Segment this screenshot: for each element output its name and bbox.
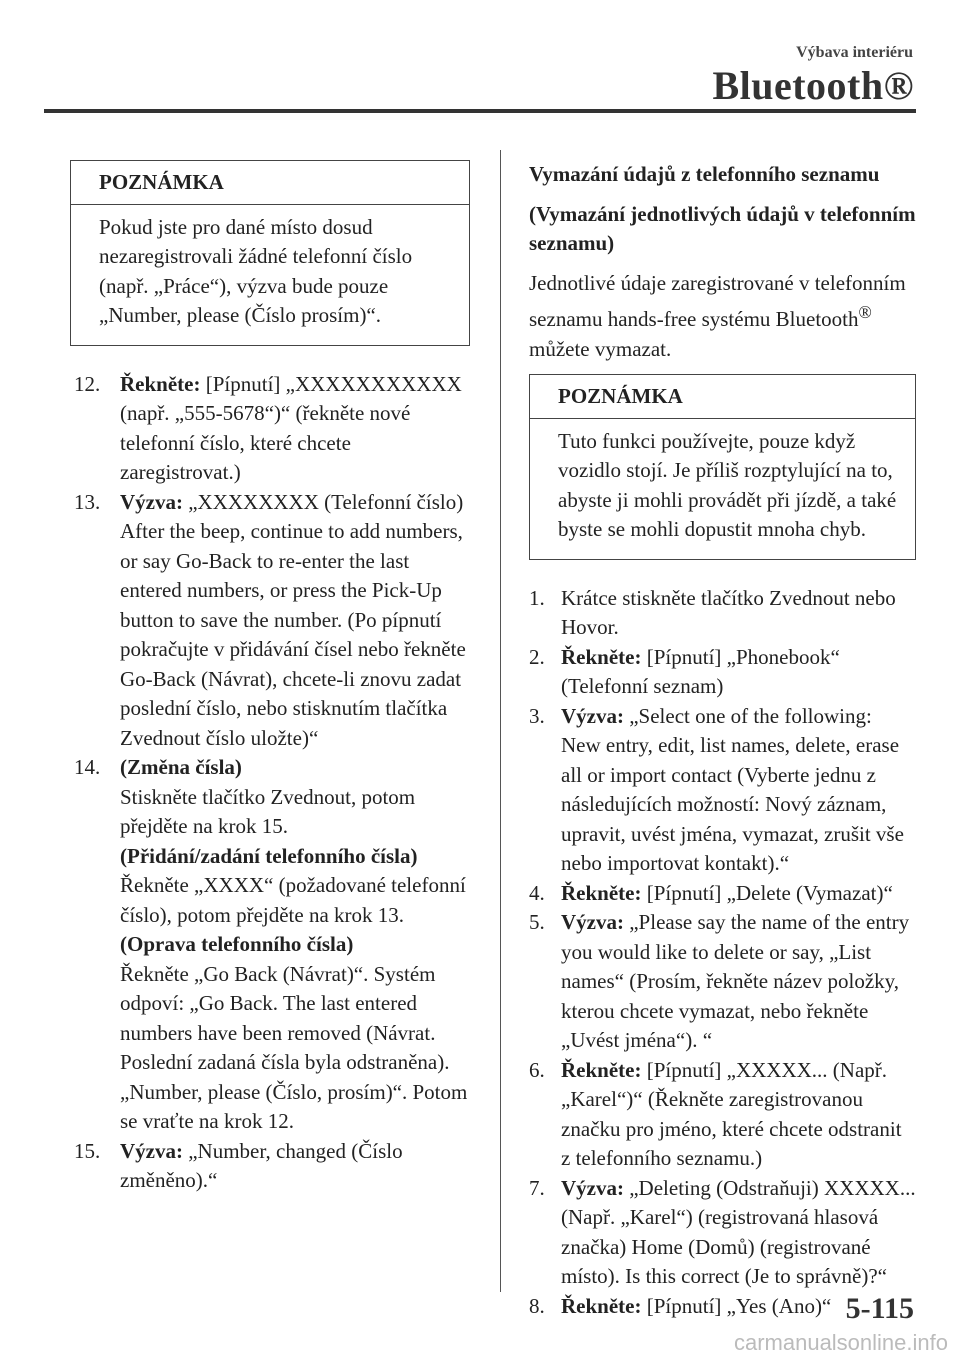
section-heading: Vymazání údajů z telefonního seznamu <box>529 162 880 186</box>
step-text: [Pípnutí] „XXXXXXXXXXX (např. „555-5678“)“ (řekněte nové telefonní číslo, které chcete zaregistrovat.) <box>120 371 462 484</box>
section-subheading: (Vymazání jednotlivých údajů v telefonním seznamu) <box>529 201 916 255</box>
note-title: POZNÁMKA <box>530 375 915 419</box>
step-keyword: Výzva: <box>120 1138 183 1163</box>
step-keyword: Řekněte: <box>561 644 642 669</box>
sub-heading: (Oprava telefonního čísla) <box>120 932 354 956</box>
page-number: 5-115 <box>845 1292 914 1325</box>
chapter-title: Bluetooth® <box>712 63 914 108</box>
step-number: 2. <box>529 644 545 669</box>
step-keyword: Řekněte: <box>561 1057 642 1082</box>
sub-text: Stiskněte tlačítko Zvednout, potom přejděte na krok 15. <box>120 784 416 838</box>
step-item <box>70 753 470 1137</box>
step-number: 15. <box>74 1138 101 1163</box>
left-column <box>70 160 470 1196</box>
step-item <box>529 584 916 643</box>
step-keyword: Výzva: <box>561 703 624 728</box>
intro-paragraph: Jednotlivé údaje zaregistrované v telefonním seznamu hands-free systému Bluetooth® můžete vymazat. <box>529 270 906 361</box>
step-number: 14. <box>74 755 101 779</box>
step-number: 1. <box>529 585 545 610</box>
step-item <box>529 879 916 909</box>
note-box <box>529 374 916 560</box>
note-body: Pokud jste pro dané místo dosud nezaregistrovali žádné telefonní číslo (např. „Práce“), výzva bude pouze „Number, please (Číslo prosím)“. <box>99 214 413 327</box>
step-item <box>529 702 916 879</box>
step-keyword: Řekněte: <box>561 1293 642 1318</box>
step-item <box>70 488 470 754</box>
step-keyword: Výzva: <box>561 1175 624 1200</box>
sub-heading: (Změna čísla) <box>120 755 242 779</box>
step-text: „Deleting (Odstraňuji) XXXXX... (Např. „Karel“) (registrovaná hlasová značka) Home (Domů) (registrované místo). Is this correct (Je to správně)?“ <box>561 1175 916 1288</box>
step-number: 7. <box>529 1175 545 1200</box>
step-text: „Please say the name of the entry you would like to delete or say, „List names“ (Prosím, řekněte název položky, kterou chcete vymazat, nebo řekněte „Uvést jména“). “ <box>561 910 910 1052</box>
step-list <box>70 370 470 1196</box>
step-number: 5. <box>529 910 545 934</box>
step-number: 8. <box>529 1293 545 1318</box>
step-text: [Pípnutí] „Delete (Vymazat)“ <box>641 880 893 905</box>
step-item <box>529 1056 916 1174</box>
step-keyword: Řekněte: <box>120 371 201 396</box>
note-title: POZNÁMKA <box>71 161 469 205</box>
step-keyword: Výzva: <box>561 910 624 934</box>
step-number: 12. <box>74 371 101 396</box>
step-text: [Pípnutí] „XXXXX... (Např. „Karel“)“ (Řekněte zaregistrovanou značku pro jméno, které chcete odstranit z telefonního seznamu.) <box>561 1057 902 1170</box>
step-text: „XXXXXXXX (Telefonní číslo) After the beep, continue to add numbers, or say Go-Back to re-enter the last entered numbers, or press the Pick-Up button to save the number. (Po pípnutí pokračujte v přidávání čísel nebo řekněte Go-Back (Návrat), chcete-li znovu zadat poslední číslo, nebo stisknutím tlačítka Zvednout číslo uložte)“ <box>120 489 466 750</box>
step-keyword: Řekněte: <box>561 880 642 905</box>
column-divider <box>500 150 501 1292</box>
sub-text: Řekněte „Go Back (Návrat)“. Systém odpoví: „Go Back. The last entered numbers have been removed (Návrat. Poslední zadaná čísla byla odstraněna). „Number, please (Číslo, prosím)“. Potom se vraťte na krok 12. <box>120 961 468 1133</box>
step-keyword: Výzva: <box>120 489 183 514</box>
watermark: carmanualsonline.info <box>733 1330 948 1355</box>
step-number: 4. <box>529 880 545 905</box>
note-body: Tuto funkci používejte, pouze když vozidlo stojí. Je příliš rozptylující na to, abyste ji mohli provádět při jízdě, a také byste se mohli dopustit mnoha chyb. <box>558 428 897 541</box>
step-item <box>70 370 470 488</box>
step-list <box>529 584 916 1322</box>
step-text: „Select one of the following: New entry, edit, list names, delete, erase all or import contact (Vyberte jednu z následujících možností: Nový záznam, upravit, uvést jména, vymazat, zrušit vše nebo importovat kontakt).“ <box>561 703 904 875</box>
step-text: [Pípnutí] „Phonebook“ (Telefonní seznam) <box>561 644 840 698</box>
step-number: 3. <box>529 703 545 728</box>
registered-mark: ® <box>858 302 872 322</box>
sub-text: Řekněte „XXXX“ (požadované telefonní číslo), potom přejděte na krok 13. <box>120 873 466 927</box>
step-item <box>70 1137 470 1196</box>
step-text: Krátce stiskněte tlačítko Zvednout nebo Hovor. <box>561 585 896 639</box>
header-rule <box>44 109 916 113</box>
step-text: „Number, changed (Číslo změněno).“ <box>120 1138 403 1192</box>
step-number: 6. <box>529 1057 545 1082</box>
section-label: Výbava interiéru <box>796 44 913 61</box>
page-header <box>0 0 960 120</box>
sub-heading: (Přidání/zadání telefonního čísla) <box>120 843 418 868</box>
step-item <box>529 908 916 1056</box>
step-item <box>529 1174 916 1292</box>
step-number: 13. <box>74 489 101 514</box>
step-item <box>529 643 916 702</box>
note-box <box>70 160 470 346</box>
step-text: [Pípnutí] „Yes (Ano)“ <box>641 1293 832 1318</box>
right-column <box>529 160 916 1321</box>
